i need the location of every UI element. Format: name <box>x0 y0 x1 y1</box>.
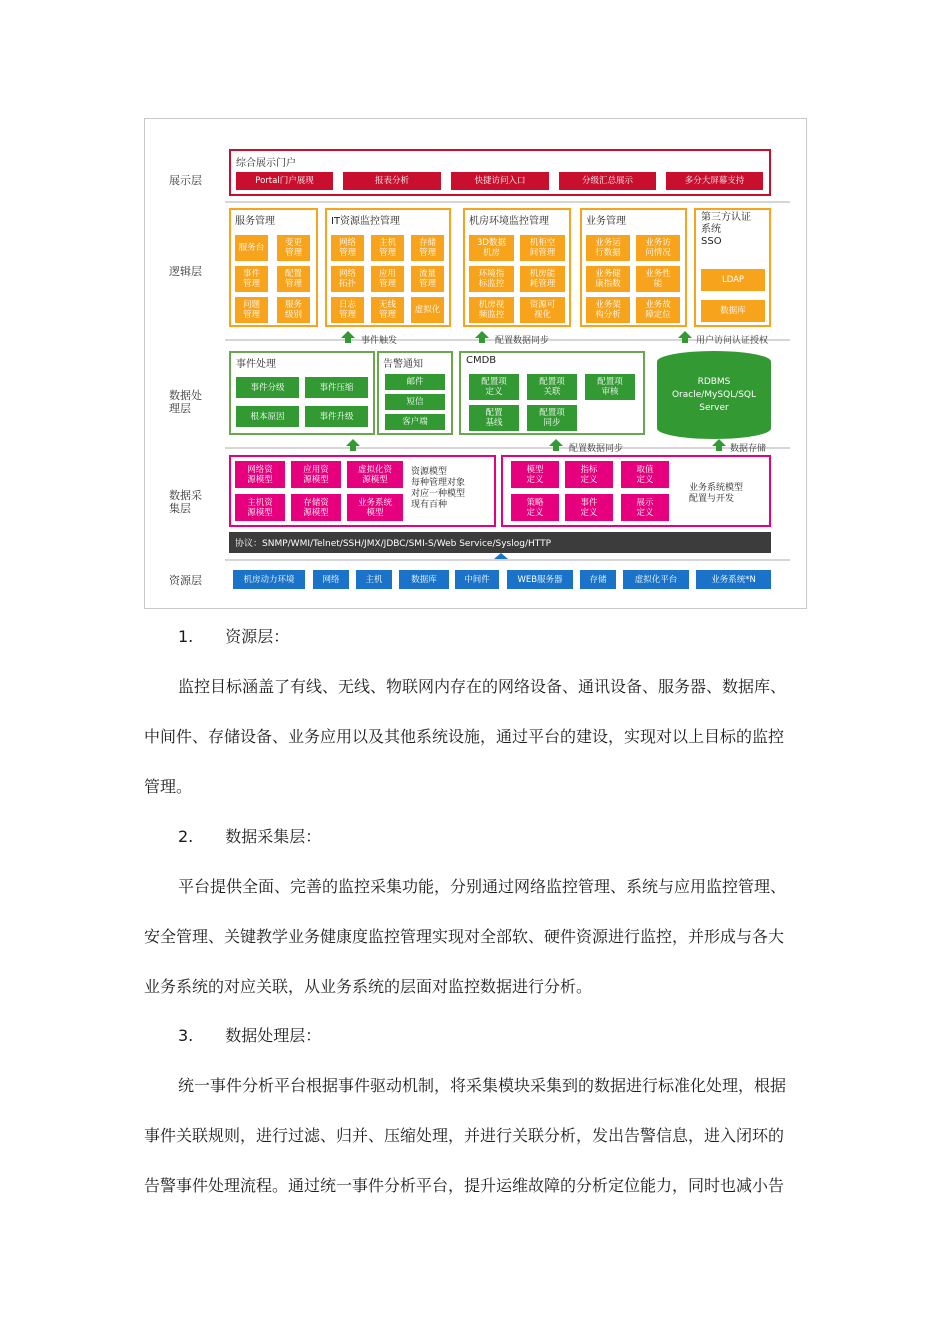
resource-item: 虚拟化平台 <box>623 570 689 589</box>
protocol-bar: 协议：SNMP/WMI/Telnet/SSH/JMX/JDBC/SMI-S/Web Service/Syslog/HTTP <box>229 532 771 553</box>
up-arrow-icon <box>678 331 692 343</box>
service-item: 变更 管理 <box>277 235 310 261</box>
event-item: 事件分级 <box>236 377 299 398</box>
business-model-item: 模型 定义 <box>511 461 559 488</box>
resource-model-item: 业务系统 模型 <box>347 494 403 521</box>
event-item: 根本原因 <box>236 406 299 427</box>
room-item: 环境指 标监控 <box>469 266 514 292</box>
event-processing-box <box>229 351 375 435</box>
service-item: 配置 管理 <box>277 266 310 292</box>
it-item: 流量 管理 <box>411 266 444 292</box>
resource-model-item: 存储资 源模型 <box>291 494 341 521</box>
section-heading: 2. 数据采集层： <box>178 827 322 846</box>
portal-item: Portal门户展现 <box>236 172 333 190</box>
portal-box <box>229 149 771 196</box>
resource-item: WEB服务器 <box>507 570 573 589</box>
event-item: 事件升级 <box>305 406 368 427</box>
service-item: 服务 级别 <box>277 297 310 323</box>
it-item: 日志 管理 <box>331 297 364 323</box>
portal-item: 多分大屏幕支持 <box>666 172 763 190</box>
room-item: 机柜空 间管理 <box>520 235 565 261</box>
auth-item: LDAP <box>701 269 765 291</box>
alarm-item: 短信 <box>385 394 445 410</box>
event-item: 事件压缩 <box>305 377 368 398</box>
event-processing-title: 事件处理 <box>236 359 276 370</box>
layer-divider <box>225 201 790 203</box>
alarm-notification-box <box>377 351 453 435</box>
paragraph-line: 管理。 <box>144 777 193 796</box>
cmdb-item: 配置项 定义 <box>469 374 519 400</box>
business-model-item: 取值 定义 <box>621 461 669 488</box>
resource-item: 数据库 <box>399 570 449 589</box>
resource-model-item: 虚拟化资 源模型 <box>347 461 403 488</box>
business-management-title: 业务管理 <box>586 216 626 227</box>
resource-item: 机房动力环境 <box>233 570 305 589</box>
paragraph-line: 统一事件分析平台根据事件驱动机制，将采集模块采集到的数据进行标准化处理，根据 <box>178 1076 787 1095</box>
business-item: 业务性 能 <box>636 266 680 292</box>
layer-label-data-processing: 数据处 理层 <box>169 389 202 415</box>
flow-label: 配置数据同步 <box>495 336 550 346</box>
resource-model-item: 应用资 源模型 <box>291 461 341 488</box>
portal-title: 综合展示门户 <box>236 158 296 169</box>
resource-model-item: 网络资 源模型 <box>235 461 285 488</box>
paragraph-line: 告警事件处理流程。通过统一事件分析平台，提升运维故障的分析定位能力，同时也减小告 <box>144 1176 785 1195</box>
cmdb-item: 配置 基线 <box>469 405 519 431</box>
it-resource-monitor-box <box>325 208 451 327</box>
resource-model-item: 主机资 源模型 <box>235 494 285 521</box>
room-item: 机房能 耗管理 <box>520 266 565 292</box>
cmdb-item: 配置项 关联 <box>527 374 577 400</box>
paragraph-line: 中间件、存储设备、业务应用以及其他系统设施，通过平台的建设，实现对以上目标的监控 <box>144 727 785 746</box>
business-item: 业务健 康指数 <box>586 266 630 292</box>
layer-label-resource: 资源层 <box>169 574 202 587</box>
it-item: 主机 管理 <box>371 235 404 261</box>
portal-item: 快捷访问入口 <box>451 172 549 190</box>
service-item: 服务台 <box>235 235 268 261</box>
business-item: 业务运 行数据 <box>586 235 630 261</box>
service-item: 问题 管理 <box>235 297 268 323</box>
flow-label: 事件触发 <box>361 336 398 346</box>
it-item: 虚拟化 <box>411 297 444 323</box>
paragraph-line: 业务系统的对应关联，从业务系统的层面对监控数据进行分析。 <box>144 977 593 996</box>
it-resource-monitor-title: IT资源监控管理 <box>331 216 401 227</box>
it-item: 存储 管理 <box>411 235 444 261</box>
up-arrow-icon <box>341 331 355 343</box>
up-arrow-icon <box>494 553 508 559</box>
paragraph-line: 平台提供全面、完善的监控采集功能，分别通过网络监控管理、系统与应用监控管理、 <box>178 877 787 896</box>
room-environment-monitor-title: 机房环境监控管理 <box>469 216 549 227</box>
paragraph-line: 监控目标涵盖了有线、无线、物联网内存在的网络设备、通讯设备、服务器、数据库、 <box>178 677 787 696</box>
alarm-item: 客户端 <box>385 414 445 430</box>
resource-item: 业务系统*N <box>696 570 771 589</box>
layer-label-data-collection: 数据采 集层 <box>169 489 202 515</box>
up-arrow-icon <box>549 439 563 451</box>
layer-label-logic: 逻辑层 <box>169 265 202 278</box>
third-party-auth-box <box>694 208 771 327</box>
it-item: 应用 管理 <box>371 266 404 292</box>
resource-model-note: 资源模型 每种管理对象 对应一种模型 现有百种 <box>411 467 466 510</box>
rdbms-database-icon: RDBMS Oracle/MySQL/SQL Server <box>657 351 771 439</box>
up-arrow-icon <box>712 439 726 451</box>
third-party-auth-title: 第三方认证 系统 SSO <box>701 212 751 247</box>
flow-label: 数据存储 <box>730 444 767 454</box>
layer-divider <box>225 447 790 449</box>
section-heading: 3. 数据处理层： <box>178 1026 322 1045</box>
it-item: 网络 拓扑 <box>331 266 364 292</box>
business-models-box <box>501 455 771 527</box>
resource-item: 网络 <box>313 570 349 589</box>
paragraph-line: 事件关联规则，进行过滤、归并、压缩处理，并进行关联分析，发出告警信息，进入闭环的 <box>144 1126 785 1145</box>
auth-item: 数据库 <box>701 300 765 322</box>
it-item: 无线 管理 <box>371 297 404 323</box>
business-model-item: 策略 定义 <box>511 494 559 521</box>
layer-divider <box>225 559 790 561</box>
flow-label: 用户访问认证授权 <box>696 336 769 346</box>
alarm-notification-title: 告警通知 <box>383 359 423 370</box>
business-model-item: 事件 定义 <box>565 494 613 521</box>
business-model-note: 业务系统模型 配置与开发 <box>689 483 744 504</box>
room-environment-monitor-box <box>463 208 571 327</box>
portal-item: 分级汇总展示 <box>559 172 656 190</box>
cmdb-item: 配置项 同步 <box>527 405 577 431</box>
business-management-box <box>580 208 687 327</box>
business-item: 业务架 构分析 <box>586 297 630 323</box>
it-item: 网络 管理 <box>331 235 364 261</box>
service-management-title: 服务管理 <box>235 216 275 227</box>
business-item: 业务故 障定位 <box>636 297 680 323</box>
service-item: 事件 管理 <box>235 266 268 292</box>
room-item: 资源可 视化 <box>520 297 565 323</box>
cmdb-box <box>459 351 645 435</box>
up-arrow-icon <box>346 439 360 451</box>
alarm-item: 邮件 <box>385 374 445 390</box>
portal-item: 报表分析 <box>343 172 441 190</box>
room-item: 3D数据 机房 <box>469 235 514 261</box>
flow-label: 配置数据同步 <box>569 444 624 454</box>
paragraph-line: 安全管理、关键教学业务健康度监控管理实现对全部软、硬件资源进行监控，并形成与各大 <box>144 927 785 946</box>
room-item: 机房视 频监控 <box>469 297 514 323</box>
service-management-box <box>229 208 318 327</box>
resource-models-box <box>229 455 496 527</box>
business-model-item: 展示 定义 <box>621 494 669 521</box>
cmdb-item: 配置项 审核 <box>585 374 635 400</box>
business-model-item: 指标 定义 <box>565 461 613 488</box>
resource-item: 主机 <box>356 570 392 589</box>
cmdb-title: CMDB <box>466 355 497 366</box>
resource-item: 存储 <box>580 570 616 589</box>
resource-item: 中间件 <box>455 570 499 589</box>
architecture-diagram <box>144 118 807 609</box>
section-heading: 1. 资源层： <box>178 627 290 646</box>
business-item: 业务访 问情况 <box>636 235 680 261</box>
layer-label-display: 展示层 <box>169 174 202 187</box>
up-arrow-icon <box>475 331 489 343</box>
